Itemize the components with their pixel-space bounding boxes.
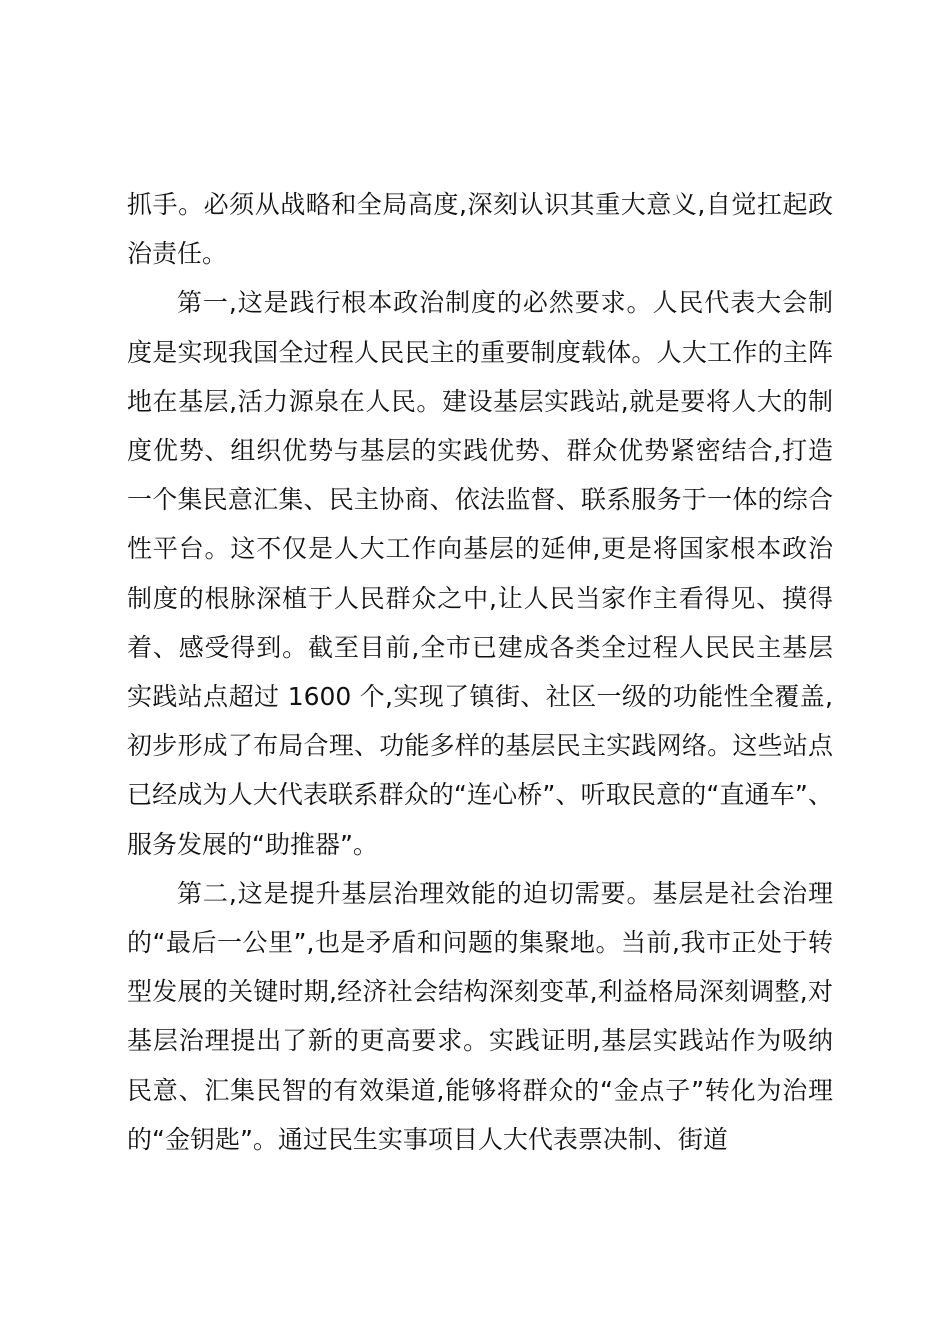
paragraph-second-point: 第二,这是提升基层治理效能的迫切需要。基层是社会治理的“最后一公里”,也是矛盾和问题的集聚地。当前,我市正处于转型发展的关键时期,经济社会结构深刻变革,利益格局深刻调整,对基层治理提出了新的更高要求。实践证明,基层实践站作为吸纳民意、汇集民智的有效渠道,能够将群众的“金点子”转化为治理的“金钥匙”。通过民生实事项目人大代表票决制、街道 [127,878,833,1154]
paragraph-continuation: 抓手。必须从战略和全局高度,深刻认识其重大意义,自觉扛起政治责任。 [127,190,833,269]
paragraph-first-point: 第一,这是践行根本政治制度的必然要求。人民代表大会制度是实现我国全过程人民民主的重要制度载体。人大工作的主阵地在基层,活力源泉在人民。建设基层实践站,就是要将人大的制度优势、组织优势与基层的实践优势、群众优势紧密结合,打造一个集民意汇集、民主协商、依法监督、联系服务于一体的综合性平台。这不仅是人大工作向基层的延伸,更是将国家根本政治制度的根脉深植于人民群众之中,让人民当家作主看得见、摸得着、感受得到。截至目前,全市已建成各类全过程人民民主基层实践站点超过 1600 个,实现了镇街、社区一级的功能性全覆盖,初步形成了布局合理、功能多样的基层民主实践网络。这些站点已经成为人大代表联系群众的“连心桥”、听取民意的“直通车”、服务发展的“助推器”。 [127,288,833,859]
document-body [127,180,833,1164]
